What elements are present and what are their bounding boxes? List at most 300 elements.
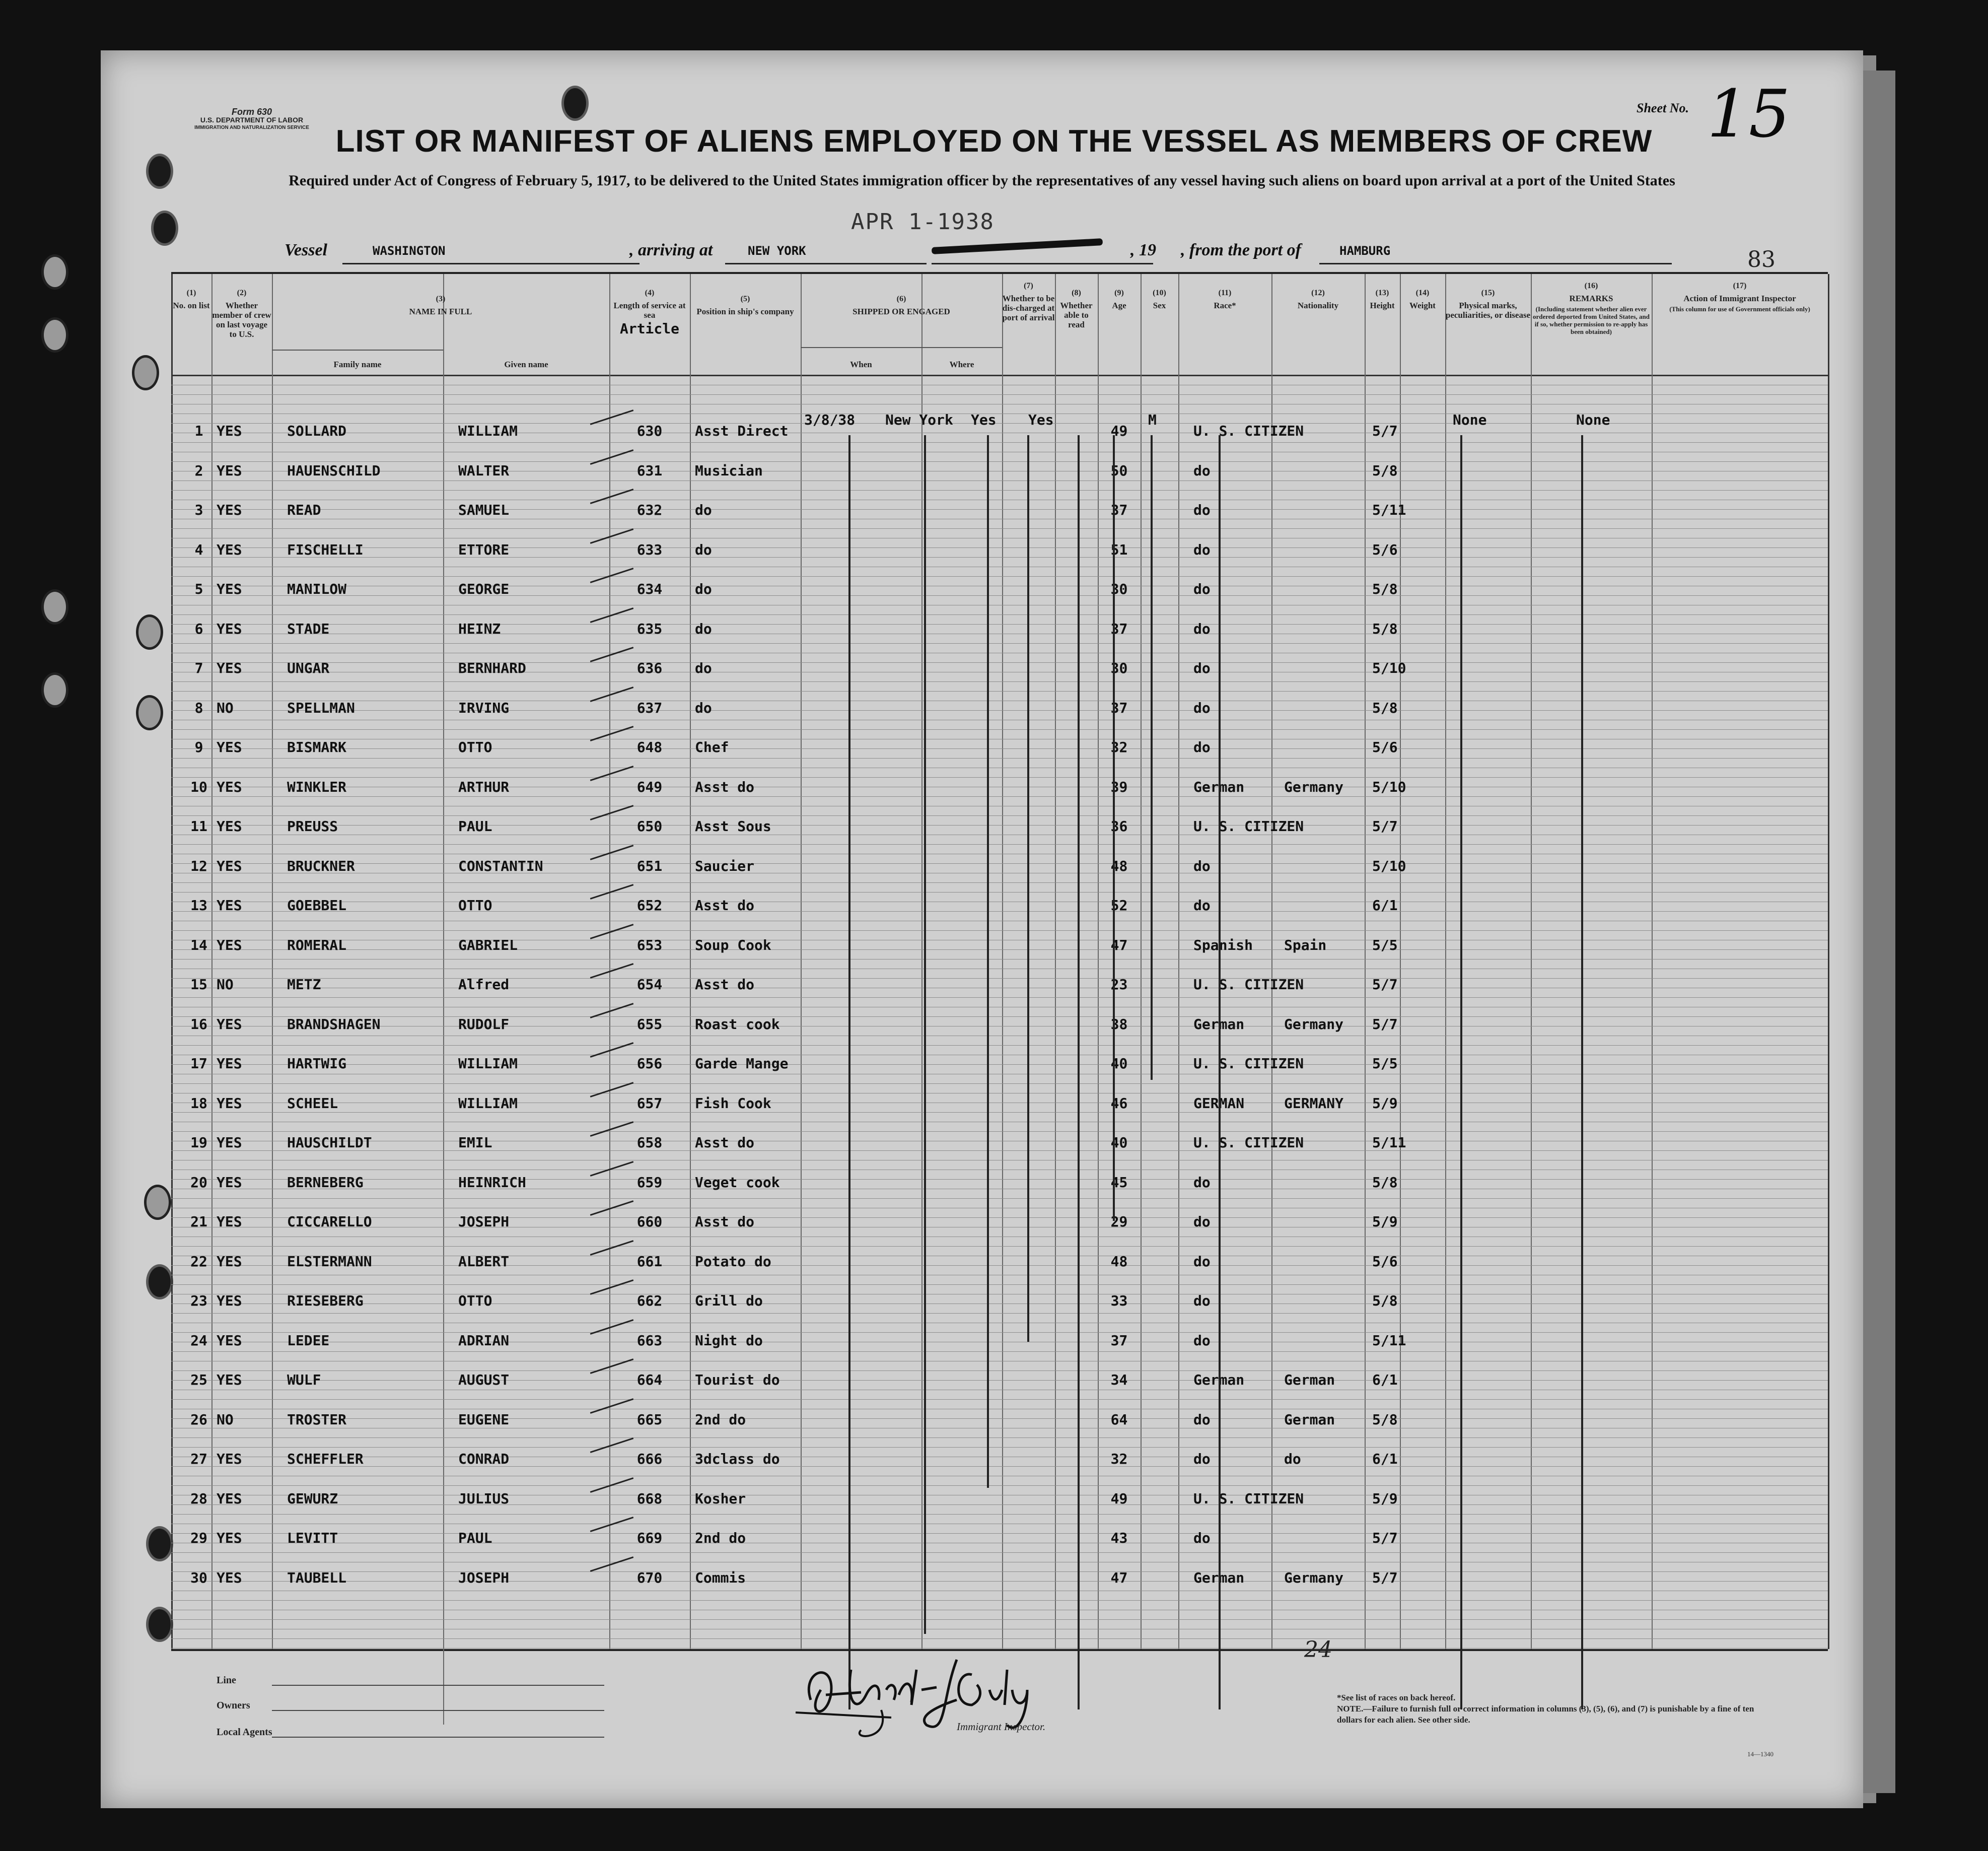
cell-prev: YES — [217, 462, 242, 479]
cell-race: GERMAN — [1193, 1094, 1245, 1112]
cell-given: OTTO — [458, 739, 492, 756]
cell-age: 47 — [1110, 936, 1128, 953]
cell-race: U. S. CITIZEN — [1193, 818, 1304, 835]
cell-position: Asst do — [695, 778, 755, 795]
cell-position: Asst do — [695, 1134, 755, 1151]
cell-nationality: GERMANY — [1284, 1094, 1344, 1112]
cell-article: 649 — [636, 778, 663, 795]
cell-race: do — [1193, 462, 1211, 479]
column-number: (2) — [237, 289, 247, 297]
cell-position: Night do — [695, 1332, 763, 1349]
ledger-rule — [171, 1466, 1828, 1467]
ledger-rule — [171, 1533, 1828, 1534]
cell-article: 652 — [636, 897, 663, 914]
cell-race: German — [1193, 778, 1245, 795]
sheet-number: 15 — [1707, 76, 1791, 152]
sheet-label: Sheet No. — [1637, 101, 1689, 115]
ledger-rule — [171, 624, 1828, 625]
cell-no: 7 — [194, 660, 203, 676]
ledger-rule — [171, 748, 1828, 749]
column-number: (4) — [645, 289, 655, 297]
cell-height: 5/11 — [1372, 502, 1406, 518]
cell-article: 670 — [636, 1569, 663, 1586]
cell-age: 37 — [1110, 502, 1128, 518]
column-number: (11) — [1218, 289, 1232, 297]
cell-family: BRUCKNER — [287, 857, 355, 874]
cell-position: 2nd do — [695, 1530, 746, 1546]
binder-hole-icon — [146, 1264, 173, 1299]
page-title: LIST OR MANIFEST OF ALIENS EMPLOYED ON THE VESSEL AS MEMBERS OF CREW — [335, 124, 1653, 159]
column-number: (3) — [436, 295, 446, 303]
first-row-read: Yes — [1028, 412, 1054, 428]
cell-position: Veget cook — [695, 1174, 780, 1191]
cell-position: do — [695, 660, 712, 676]
cell-no: 25 — [190, 1372, 207, 1388]
ledger-rule — [171, 509, 1828, 510]
cell-age: 37 — [1110, 699, 1128, 716]
ledger-rule — [171, 710, 1828, 711]
column-number: (14) — [1415, 289, 1430, 297]
underlying-page-edge — [1858, 71, 1895, 1793]
cell-prev: YES — [217, 1451, 242, 1467]
cell-height: 5/9 — [1372, 1213, 1398, 1230]
inspector-label: Immigrant Inspector. — [957, 1721, 1046, 1733]
cell-family: HAUENSCHILD — [287, 462, 381, 479]
cell-position: 3dclass do — [695, 1451, 780, 1467]
ditto-stroke — [1113, 435, 1115, 1221]
cell-race: do — [1193, 1213, 1211, 1230]
column-header-c5 — [690, 294, 801, 316]
cell-position: Garde Mange — [695, 1055, 789, 1072]
ledger-rule — [171, 863, 1828, 864]
cell-age: 49 — [1110, 1490, 1128, 1507]
cell-race: do — [1193, 739, 1211, 756]
ledger-rule — [171, 576, 1828, 577]
date-stamp: APR 1-1938 — [851, 209, 995, 235]
cell-given: GEORGE — [458, 581, 510, 597]
cell-race: do — [1193, 541, 1211, 558]
ledger-rule — [171, 1581, 1828, 1582]
cell-position: do — [695, 541, 712, 558]
cell-family: TROSTER — [287, 1411, 347, 1428]
cell-race: do — [1193, 660, 1211, 676]
binder-hole-icon — [136, 695, 163, 730]
header-rule — [171, 375, 1828, 376]
cell-height: 5/9 — [1372, 1094, 1398, 1112]
cell-no: 30 — [190, 1569, 207, 1586]
cell-age: 37 — [1110, 1332, 1128, 1349]
cell-no: 15 — [190, 976, 207, 993]
cell-nationality: Spain — [1284, 936, 1327, 953]
ditto-stroke — [1027, 435, 1029, 1342]
binder-hole-icon — [41, 254, 68, 290]
cell-age: 51 — [1110, 541, 1128, 558]
cell-no: 11 — [190, 818, 207, 835]
cell-family: MANILOW — [287, 581, 347, 597]
column-sublabel: (Including statement whether alien ever ordered deported from United States, and if so, whether permission to re-apply has been obtained) — [1532, 305, 1650, 335]
cell-height: 5/7 — [1372, 423, 1398, 439]
owners-rule — [272, 1710, 604, 1711]
cell-position: 2nd do — [695, 1411, 746, 1428]
cell-age: 36 — [1110, 818, 1128, 835]
ledger-rule — [171, 882, 1828, 883]
ledger-rule — [171, 681, 1828, 682]
ledger-rule — [171, 777, 1828, 778]
ledger-rule — [171, 1332, 1828, 1333]
cell-no: 16 — [190, 1015, 207, 1033]
column-number: (5) — [740, 295, 750, 303]
column-subheader: Where — [949, 360, 974, 369]
cell-given: WALTER — [458, 462, 510, 479]
cell-race: do — [1193, 581, 1211, 597]
ledger-rule — [171, 1016, 1828, 1017]
ledger-rule — [171, 1150, 1828, 1151]
cell-race: Spanish — [1193, 936, 1253, 953]
column-header-c2 — [211, 288, 272, 339]
cell-article: 662 — [636, 1292, 663, 1309]
cell-position: do — [695, 620, 712, 637]
cell-article: 635 — [636, 620, 663, 637]
cell-race: do — [1193, 1530, 1211, 1546]
cell-position: Potato do — [695, 1253, 771, 1270]
cell-race: U. S. CITIZEN — [1193, 976, 1304, 993]
cell-given: HEINRICH — [458, 1174, 526, 1191]
cell-given: RUDOLF — [458, 1015, 510, 1033]
cell-age: 40 — [1110, 1134, 1128, 1151]
cell-race: German — [1193, 1569, 1245, 1586]
cell-age: 33 — [1110, 1292, 1128, 1309]
cell-given: EUGENE — [458, 1411, 510, 1428]
article-label: Article — [619, 320, 679, 337]
column-header-c17 — [1652, 281, 1828, 313]
column-label: Race* — [1214, 301, 1236, 310]
cell-article: 637 — [636, 699, 663, 716]
cell-article: 636 — [636, 660, 663, 676]
first-row-when: 3/8/38 — [804, 412, 856, 428]
ledger-rule — [171, 1284, 1828, 1285]
column-header-c9 — [1098, 288, 1141, 310]
cell-no: 23 — [190, 1292, 207, 1309]
cell-nationality: German — [1284, 1372, 1335, 1388]
ledger-rule — [171, 1638, 1828, 1639]
cell-article: 648 — [636, 739, 663, 756]
cell-prev: YES — [217, 1332, 242, 1349]
column-sublabel: (This column for use of Government officials only) — [1669, 305, 1810, 313]
cell-prev: YES — [217, 936, 242, 953]
ledger-rule — [171, 1504, 1828, 1505]
cell-prev: YES — [217, 1055, 242, 1072]
cell-no: 3 — [194, 502, 203, 518]
cell-height: 5/7 — [1372, 1015, 1398, 1033]
cell-position: Commis — [695, 1569, 746, 1586]
cell-position: Kosher — [695, 1490, 746, 1507]
ledger-rule — [171, 1265, 1828, 1266]
column-header-c6 — [801, 294, 1002, 316]
cell-given: EMIL — [458, 1134, 492, 1151]
cell-given: CONSTANTIN — [458, 857, 543, 874]
cell-article: 632 — [636, 502, 663, 518]
cell-age: 30 — [1110, 660, 1128, 676]
ledger-rule — [171, 758, 1828, 759]
cell-no: 27 — [190, 1451, 207, 1467]
column-rule — [1828, 274, 1829, 1649]
column-header-c10 — [1141, 288, 1178, 310]
cell-prev: YES — [217, 1569, 242, 1586]
cell-prev: YES — [217, 1372, 242, 1388]
cell-article: 658 — [636, 1134, 663, 1151]
cell-nationality: Germany — [1284, 1015, 1344, 1033]
cell-age: 34 — [1110, 1372, 1128, 1388]
ledger-rule — [171, 1600, 1828, 1601]
cell-nationality: do — [1284, 1451, 1301, 1467]
ditto-stroke — [1219, 435, 1221, 1709]
ledger-rule — [171, 1418, 1828, 1419]
cell-position: Fish Cook — [695, 1094, 771, 1112]
ledger-rule — [171, 1198, 1828, 1199]
cell-height: 5/8 — [1372, 581, 1398, 597]
cell-age: 23 — [1110, 976, 1128, 993]
ledger-rule — [171, 461, 1828, 462]
column-number: (15) — [1481, 289, 1495, 297]
ditto-stroke — [924, 435, 926, 1634]
cell-race: do — [1193, 897, 1211, 914]
column-number: (1) — [186, 289, 196, 297]
ledger-rule — [171, 1351, 1828, 1352]
cell-article: 668 — [636, 1490, 663, 1507]
cell-prev: YES — [217, 1253, 242, 1270]
year-label: , 19 — [1130, 241, 1156, 259]
cell-no: 29 — [190, 1530, 207, 1546]
column-label: Nationality — [1297, 301, 1339, 310]
cell-prev: YES — [217, 1292, 242, 1309]
ledger-rule — [171, 1485, 1828, 1486]
cell-family: BRANDSHAGEN — [287, 1015, 381, 1033]
cell-given: WILLIAM — [458, 423, 518, 439]
ledger-rule — [171, 1437, 1828, 1438]
cell-given: CONRAD — [458, 1451, 510, 1467]
footnote-penalty: NOTE.—Failure to furnish full or correct information in columns (3), (5), (6), and (7) is punishable by a fine of ten dollars for each alien. See other side. — [1337, 1704, 1754, 1725]
ledger-rule — [171, 1399, 1828, 1400]
column-label: Whether to be dis-charged at port of arrival — [1002, 294, 1055, 322]
cell-article: 631 — [636, 462, 663, 479]
owners-label: Owners — [217, 1700, 250, 1711]
column-header-c11 — [1178, 288, 1271, 310]
ditto-stroke — [1460, 435, 1462, 1709]
cell-age: 48 — [1110, 857, 1128, 874]
ledger-rule — [171, 1619, 1828, 1620]
cell-age: 52 — [1110, 897, 1128, 914]
ledger-rule — [171, 1571, 1828, 1572]
cell-age: 30 — [1110, 581, 1128, 597]
cell-no: 14 — [190, 936, 207, 953]
cell-no: 17 — [190, 1055, 207, 1072]
cell-given: HEINZ — [458, 620, 501, 637]
cell-race: do — [1193, 502, 1211, 518]
cell-height: 5/8 — [1372, 1411, 1398, 1428]
cell-family: SCHEEL — [287, 1094, 338, 1112]
cell-prev: YES — [217, 897, 242, 914]
binder-hole-icon — [146, 1526, 173, 1561]
cell-no: 9 — [194, 739, 203, 756]
cell-article: 663 — [636, 1332, 663, 1349]
column-subheader: Family name — [333, 360, 382, 369]
first-row-sex: M — [1148, 412, 1157, 428]
cell-no: 6 — [194, 620, 203, 637]
manifest-table — [171, 272, 1828, 1651]
cell-age: 43 — [1110, 1530, 1128, 1546]
cell-position: Grill do — [695, 1292, 763, 1309]
ledger-rule — [171, 796, 1828, 797]
cell-nationality: Germany — [1284, 1569, 1344, 1586]
cell-given: JOSEPH — [458, 1213, 510, 1230]
column-header-c3 — [272, 294, 609, 316]
column-subheader: When — [850, 360, 872, 369]
cell-article: 665 — [636, 1411, 663, 1428]
column-number: (8) — [1072, 289, 1081, 297]
cell-position: do — [695, 699, 712, 716]
ledger-rule — [171, 1380, 1828, 1381]
cell-given: Alfred — [458, 976, 510, 993]
cell-height: 5/7 — [1372, 976, 1398, 993]
cell-race: do — [1193, 1292, 1211, 1309]
cell-given: WILLIAM — [458, 1094, 518, 1112]
cell-height: 6/1 — [1372, 1372, 1398, 1388]
column-subheader: Given name — [504, 360, 548, 369]
column-label: REMARKS — [1569, 294, 1613, 303]
cell-article: 656 — [636, 1055, 663, 1072]
cell-height: 5/8 — [1372, 1292, 1398, 1309]
cell-no: 22 — [190, 1253, 207, 1270]
cell-height: 5/10 — [1372, 857, 1406, 874]
cell-given: IRVING — [458, 699, 510, 716]
arriving-label: , arriving at — [629, 241, 713, 259]
cell-prev: YES — [217, 620, 242, 637]
cell-prev: YES — [217, 423, 242, 439]
ledger-rule — [171, 1064, 1828, 1065]
column-label: Whether able to read — [1060, 301, 1093, 329]
footnote-races: *See list of races on back hereof. — [1337, 1693, 1456, 1702]
ledger-rule — [171, 844, 1828, 845]
cell-family: LEDEE — [287, 1332, 330, 1349]
ledger-rule — [171, 729, 1828, 730]
cell-race: do — [1193, 1253, 1211, 1270]
cell-height: 5/7 — [1372, 1530, 1398, 1546]
cell-article: 633 — [636, 541, 663, 558]
cell-height: 5/6 — [1372, 541, 1398, 558]
cell-position: Musician — [695, 462, 763, 479]
cell-given: OTTO — [458, 1292, 492, 1309]
ledger-rule — [171, 949, 1828, 950]
cell-no: 12 — [190, 857, 207, 874]
cell-no: 8 — [194, 699, 203, 716]
cell-position: do — [695, 581, 712, 597]
total-count: 24 — [1304, 1637, 1332, 1663]
column-header-c12 — [1271, 288, 1365, 310]
ledger-rule — [171, 911, 1828, 912]
ledger-rule — [171, 997, 1828, 998]
cell-age: 38 — [1110, 1015, 1128, 1033]
ledger-rule — [171, 1083, 1828, 1084]
cell-age: 48 — [1110, 1253, 1128, 1270]
cell-age: 40 — [1110, 1055, 1128, 1072]
cell-prev: YES — [217, 660, 242, 676]
page-subtitle: Required under Act of Congress of February 5, 1917, to be delivered to the United States immigration officer by the representatives of any vessel having such aliens on board upon arrival at a port of the United States — [289, 172, 1675, 189]
ledger-rule — [171, 930, 1828, 931]
ledger-rule — [171, 1112, 1828, 1113]
header-sub-rule — [272, 350, 443, 351]
cell-family: READ — [287, 502, 321, 518]
cell-family: PREUSS — [287, 818, 338, 835]
cell-race: do — [1193, 1411, 1211, 1428]
cell-family: BERNEBERG — [287, 1174, 364, 1191]
cell-article: 657 — [636, 1094, 663, 1112]
cell-height: 5/7 — [1372, 818, 1398, 835]
cell-given: ADRIAN — [458, 1332, 510, 1349]
cell-height: 5/10 — [1372, 778, 1406, 795]
ledger-rule — [171, 1217, 1828, 1218]
cell-position: Soup Cook — [695, 936, 771, 953]
cell-family: TAUBELL — [287, 1569, 347, 1586]
cell-no: 10 — [190, 778, 207, 795]
cell-prev: YES — [217, 541, 242, 558]
cell-given: JULIUS — [458, 1490, 510, 1507]
cell-article: 661 — [636, 1253, 663, 1270]
cell-race: do — [1193, 857, 1211, 874]
ledger-rule — [171, 662, 1828, 663]
cell-article: 655 — [636, 1015, 663, 1033]
cell-no: 5 — [194, 581, 203, 597]
first-row-discharged: Yes — [971, 412, 997, 428]
cell-article: 659 — [636, 1174, 663, 1191]
ledger-rule — [171, 643, 1828, 644]
cell-no: 20 — [190, 1174, 207, 1191]
binder-hole-icon — [146, 1607, 173, 1642]
column-label: Position in ship's company — [696, 307, 794, 316]
cell-prev: YES — [217, 818, 242, 835]
binder-hole-icon — [132, 355, 159, 390]
column-label: Action of Immigrant Inspector — [1683, 294, 1796, 303]
cell-position: Roast cook — [695, 1015, 780, 1033]
cell-race: U. S. CITIZEN — [1193, 1490, 1304, 1507]
cell-given: AUGUST — [458, 1372, 510, 1388]
cell-height: 5/8 — [1372, 1174, 1398, 1191]
ledger-rule — [171, 557, 1828, 558]
column-header-c14 — [1400, 288, 1445, 310]
cell-family: HAUSCHILDT — [287, 1134, 372, 1151]
ledger-rule — [171, 1179, 1828, 1180]
local-agents-rule — [272, 1737, 604, 1738]
cell-height: 5/7 — [1372, 1569, 1398, 1586]
cell-nationality: Germany — [1284, 778, 1344, 795]
cell-family: SCHEFFLER — [287, 1451, 364, 1467]
cell-family: METZ — [287, 976, 321, 993]
cell-age: 45 — [1110, 1174, 1128, 1191]
cell-prev: YES — [217, 1213, 242, 1230]
column-label: NAME IN FULL — [409, 307, 472, 316]
column-header-c15 — [1445, 288, 1531, 320]
column-header-c4 — [609, 288, 690, 337]
column-number: (12) — [1311, 289, 1325, 297]
binder-hole-icon — [151, 211, 178, 246]
cell-height: 5/10 — [1372, 660, 1406, 676]
cell-family: FISCHELLI — [287, 541, 364, 558]
cell-family: STADE — [287, 620, 330, 637]
cell-race: German — [1193, 1015, 1245, 1033]
cell-given: JOSEPH — [458, 1569, 510, 1586]
cell-position: Asst do — [695, 1213, 755, 1230]
ledger-rule — [171, 1045, 1828, 1046]
binder-hole-icon — [136, 614, 163, 650]
